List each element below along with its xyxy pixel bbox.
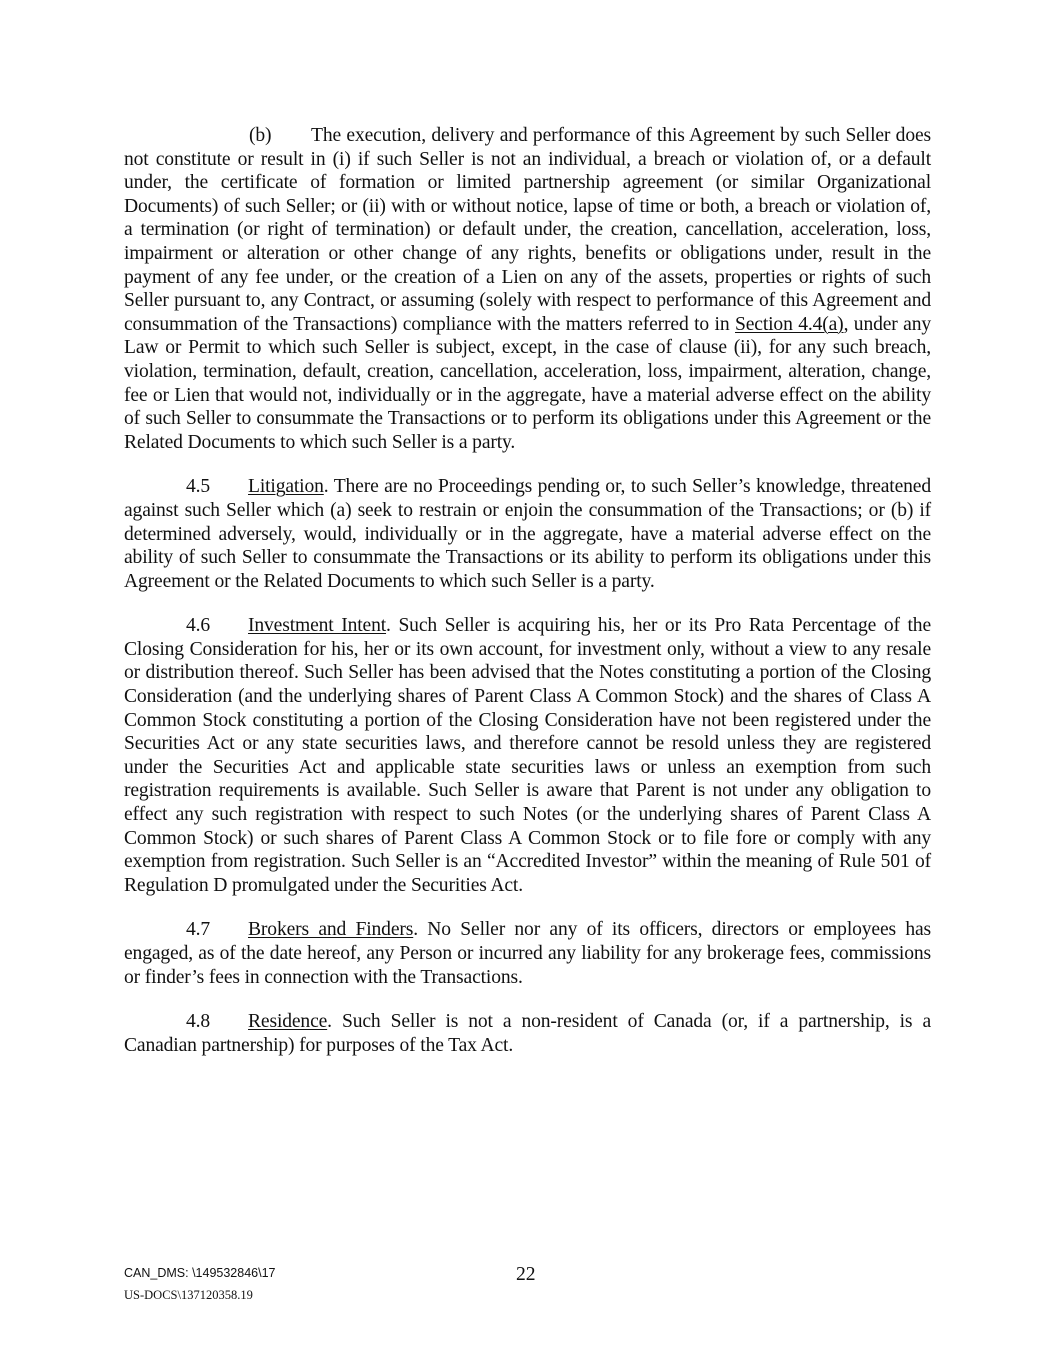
section-number: 4.8 bbox=[186, 1011, 211, 1033]
section-body: . Such Seller is acquiring his, her or its Pro Rata Percentage of the Closing Consideration for his, her or its own account, for investment only, without a view to any resale or distribution thereof. Such Seller has been advised that the Notes constituting a portion of the Closing Consideration (and the underlying shares of Parent Class A Common Stock) and the shares of Class A Common Stock constituting a portion of the Closing Consideration have not been registered under the Securities Act or any state securities laws, and therefore cannot be resold unless they are registered under the Securities Act and applicable state securities laws or unless an exemption from such registration requirements is available. Such Seller is aware that Parent is not under any obligation to effect any such registration with respect to such Notes (or the underlying shares of Parent Class A Common Stock) or such shares of Parent Class A Common Stock or to file fore or comply with any exemption from registration. Such Seller is an “Accredited Investor” within the meaning of Rule 501 of Regulation D promulgated under the Securities Act. bbox=[124, 615, 931, 896]
section-heading: Residence bbox=[248, 1011, 328, 1033]
can-dms-id: CAN_DMS: \149532846\17 bbox=[124, 1266, 276, 1280]
section-body: . There are no Proceedings pending or, to such Seller’s knowledge, threatened against such Seller which (a) seek to restrain or enjoin the consummation of the Transactions; or (b) if determined adversely, would, individually or in the aggregate, have a material adverse effect on the ability of such Seller to consummate the Transactions or its ability to perform its obligations under this Agreement or the Related Documents to which such Seller is a party. bbox=[124, 476, 931, 592]
section-heading: Investment Intent bbox=[248, 615, 387, 637]
paragraph-4-5-litigation bbox=[124, 475, 931, 593]
section-heading: Brokers and Finders bbox=[248, 919, 414, 941]
section-body: . No Seller nor any of its officers, directors or employees has engaged, as of the date hereof, any Person or incurred any liability for any brokerage fees, commissions or finder’s fees in connection with the Transactions. bbox=[124, 919, 931, 988]
paragraph-4-4-b bbox=[124, 124, 931, 454]
paragraph-4-6-investment-intent bbox=[124, 614, 931, 897]
clause-text: The execution, delivery and performance of this Agreement by such Seller does not constitute or result in (i) if such Seller is not an individual, a breach or violation of, or a default under, the certificate of formation or limited partnership agreement (or similar Organizational Documents) of such Seller; or (ii) with or without notice, lapse of time or both, a breach or violation of, a termination (or right of termination) or default under, the creation, cancellation, acceleration, loss, impairment or alteration or other change of any rights, benefits or obligations under, result in the payment of any fee under, or the creation of a Lien on any of the assets, properties or rights of such Seller pursuant to, any Contract, or assuming (solely with respect to performance of this Agreement and consummation of the Transactions) compliance with the matters referred to in bbox=[124, 125, 931, 335]
paragraph-4-8-residence bbox=[124, 1010, 931, 1057]
section-heading: Litigation bbox=[248, 476, 324, 498]
footer-doc-ids bbox=[124, 1265, 275, 1303]
section-number: 4.6 bbox=[186, 615, 211, 637]
section-number: 4.5 bbox=[186, 476, 211, 498]
clause-text: , under any Law or Permit to which such Seller is subject, except, in the case of clause (ii), for any such breach, violation, termination, default, creation, cancellation, acceleration, loss, impairment, alteration, change, fee or Lien that would not, individually or in the aggregate, have a material adverse effect on the ability of such Seller to consummate the Transactions or to perform its obligations under this Agreement or the Related Documents to which such Seller is a party. bbox=[124, 313, 932, 453]
us-docs-id: US-DOCS\137120358.19 bbox=[124, 1288, 253, 1302]
paragraph-4-7-brokers-and-finders bbox=[124, 918, 931, 989]
page-number: 22 bbox=[516, 1264, 536, 1285]
section-number: 4.7 bbox=[186, 919, 211, 941]
clause-number: (b) bbox=[249, 125, 272, 146]
section-reference-link: Section 4.4(a) bbox=[735, 313, 844, 335]
section-body: . Such Seller is not a non-resident of Canada (or, if a partnership, is a Canadian partnership) for purposes of the Tax Act. bbox=[124, 1011, 931, 1056]
document-page bbox=[124, 124, 931, 1078]
